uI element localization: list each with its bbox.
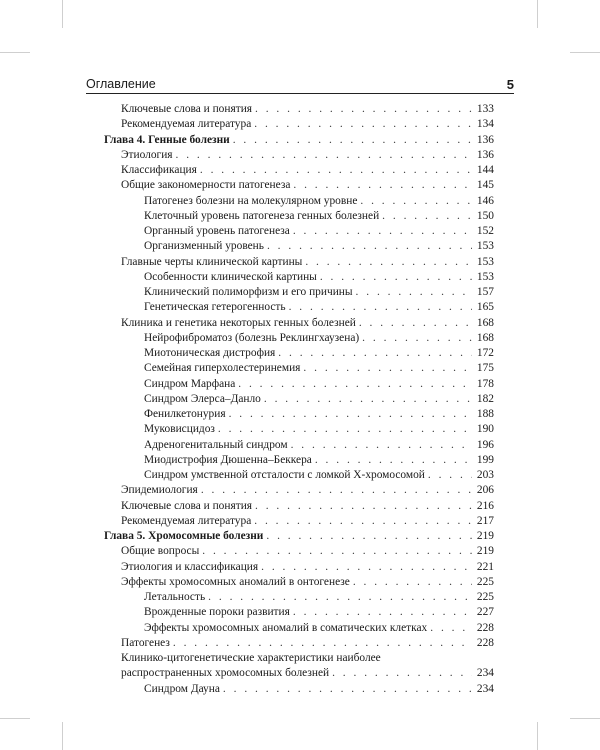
toc-entry[interactable] xyxy=(104,605,494,620)
toc-entry-page: 134 xyxy=(476,118,494,131)
dot-leader xyxy=(254,117,472,132)
dot-leader xyxy=(289,300,472,315)
toc-entry[interactable] xyxy=(104,209,494,224)
toc-entry-page: 216 xyxy=(476,499,494,512)
toc-entry-page: 203 xyxy=(476,469,494,481)
toc-entry-title: Эффекты хромосомных аномалий в соматических клетках xyxy=(144,621,428,634)
toc-entry-title: Главные черты клинической картины xyxy=(121,255,303,268)
toc-entry-title: Синдром Элерса–Данло xyxy=(144,392,261,405)
toc-entry[interactable] xyxy=(104,392,494,407)
toc-entry-page: 153 xyxy=(476,255,494,268)
toc-entry[interactable] xyxy=(104,255,494,270)
toc-entry-page: 228 xyxy=(476,636,494,649)
toc-entry[interactable] xyxy=(104,422,494,437)
toc-entry[interactable] xyxy=(104,468,494,483)
dot-leader xyxy=(218,422,472,437)
toc-entry[interactable] xyxy=(104,316,494,331)
toc-entry[interactable] xyxy=(104,575,494,590)
dot-leader xyxy=(356,285,472,300)
dot-leader xyxy=(202,544,472,559)
toc-entry-title: Ключевые слова и понятия xyxy=(121,499,253,512)
toc-entry[interactable] xyxy=(104,239,494,254)
dot-leader xyxy=(264,392,472,407)
dot-leader xyxy=(261,560,472,575)
crop-mark xyxy=(62,0,63,28)
toc-entry[interactable] xyxy=(104,514,494,529)
toc-chapter[interactable] xyxy=(104,133,494,148)
running-header xyxy=(86,76,514,94)
toc-entry[interactable] xyxy=(104,483,494,498)
toc-entry[interactable] xyxy=(104,499,494,514)
toc-entry-title: распространенных хромосомных болезней xyxy=(121,667,330,680)
toc-entry-title: Рекомендуемая литература xyxy=(121,118,252,131)
toc-entry-title: Патогенез болезни на молекулярном уровне xyxy=(144,194,358,207)
toc-entry-page: 133 xyxy=(476,103,494,115)
dot-leader xyxy=(293,605,472,620)
toc-entry-page: 178 xyxy=(476,377,494,390)
crop-mark xyxy=(537,722,538,750)
crop-mark xyxy=(62,722,63,750)
toc-entry-title: Общие закономерности патогенеза xyxy=(121,179,291,192)
toc-entry-title: Глава 5. Хромосомные болезни xyxy=(104,530,264,542)
toc-entry-title: Ключевые слова и понятия xyxy=(121,103,253,115)
toc-entry-title: Миотоническая дистрофия xyxy=(144,347,276,359)
dot-leader xyxy=(278,346,472,361)
dot-leader xyxy=(229,407,472,422)
dot-leader xyxy=(293,178,472,193)
dot-leader xyxy=(200,163,472,178)
dot-leader xyxy=(359,316,472,331)
dot-leader xyxy=(305,255,472,270)
dot-leader xyxy=(320,270,472,285)
toc-chapter[interactable] xyxy=(104,529,494,544)
toc-entry-page: 136 xyxy=(476,133,494,146)
toc-entry[interactable] xyxy=(104,621,494,636)
page-number: 5 xyxy=(506,77,514,92)
toc-entry[interactable] xyxy=(104,285,494,300)
crop-mark xyxy=(570,718,600,719)
toc-entry-page: 153 xyxy=(476,240,494,253)
toc-entry[interactable] xyxy=(104,636,494,651)
toc-entry[interactable] xyxy=(104,438,494,453)
toc-entry-page: 150 xyxy=(476,209,494,222)
toc-entry-page: 217 xyxy=(476,514,494,527)
table-of-contents xyxy=(104,102,494,697)
toc-entry-title: Органный уровень патогенеза xyxy=(144,225,290,237)
dot-leader xyxy=(254,514,472,529)
crop-mark xyxy=(0,718,30,719)
toc-entry-page: 234 xyxy=(476,682,494,695)
dot-leader xyxy=(176,148,472,163)
toc-entry[interactable] xyxy=(104,194,494,209)
toc-entry[interactable] xyxy=(104,163,494,178)
toc-entry-page: 227 xyxy=(476,606,494,619)
toc-entry-title: Генетическая гетерогенность xyxy=(144,301,286,314)
toc-entry-page: 152 xyxy=(476,225,494,237)
toc-entry-title: Семейная гиперхолестеринемия xyxy=(144,362,301,375)
toc-entry-title: Нейрофиброматоз (болезнь Реклингхаузена) xyxy=(144,331,360,344)
dot-leader xyxy=(267,239,472,254)
toc-entry-page: 188 xyxy=(476,408,494,420)
toc-entry[interactable] xyxy=(104,178,494,193)
crop-mark xyxy=(0,52,30,53)
crop-mark xyxy=(537,0,538,28)
dot-leader xyxy=(428,468,472,483)
toc-entry-page: 145 xyxy=(476,179,494,192)
crop-mark xyxy=(570,52,600,53)
dot-leader xyxy=(353,575,472,590)
toc-entry-title: Синдром Дауна xyxy=(144,682,220,695)
toc-entry[interactable] xyxy=(104,651,494,666)
toc-entry[interactable] xyxy=(104,682,494,697)
toc-entry-page: 172 xyxy=(476,347,494,359)
toc-entry-title: Фенилкетонурия xyxy=(144,408,226,420)
toc-entry-title: Особенности клинической картины xyxy=(144,270,317,283)
toc-entry-title: Этиология и классификация xyxy=(121,560,259,573)
toc-entry[interactable] xyxy=(104,300,494,315)
dot-leader xyxy=(238,377,472,392)
toc-entry-title: Клеточный уровень патогенеза генных болезней xyxy=(144,209,380,222)
toc-entry-title: Общие вопросы xyxy=(121,545,200,558)
toc-entry-title: Организменный уровень xyxy=(144,240,264,253)
toc-entry-title: Рекомендуемая литература xyxy=(121,514,252,527)
dot-leader xyxy=(362,331,472,346)
dot-leader xyxy=(303,361,472,376)
toc-entry-page: 219 xyxy=(476,530,494,542)
toc-entry-page: 175 xyxy=(476,362,494,375)
toc-entry-page: 144 xyxy=(476,164,494,176)
toc-entry-title: Синдром умственной отсталости с ломкой Х-хромосомой xyxy=(144,469,425,481)
dot-leader xyxy=(173,636,472,651)
toc-entry-page: 190 xyxy=(476,423,494,436)
toc-entry-title: Врожденные пороки развития xyxy=(144,606,290,619)
toc-entry-page: 206 xyxy=(476,484,494,497)
dot-leader xyxy=(255,102,472,117)
dot-leader xyxy=(293,224,472,239)
toc-entry-title: Летальность xyxy=(144,591,206,603)
toc-entry[interactable] xyxy=(104,224,494,239)
dot-leader xyxy=(208,590,472,605)
toc-entry-page: 199 xyxy=(476,453,494,466)
toc-entry[interactable] xyxy=(104,377,494,392)
toc-entry[interactable] xyxy=(104,148,494,163)
toc-entry-title: Глава 4. Генные болезни xyxy=(104,133,230,146)
dot-leader xyxy=(332,666,472,681)
toc-entry[interactable] xyxy=(104,331,494,346)
toc-entry-page: 136 xyxy=(476,148,494,161)
toc-entry-page: 146 xyxy=(476,194,494,207)
toc-entry-page: 234 xyxy=(476,667,494,680)
toc-entry-title: Эффекты хромосомных аномалий в онтогенезе xyxy=(121,575,350,588)
toc-entry-title: Клинико-цитогенетические характеристики наиболее xyxy=(121,652,381,664)
dot-leader xyxy=(233,133,472,148)
toc-entry-page: 221 xyxy=(476,560,494,573)
toc-entry-page: 182 xyxy=(476,392,494,405)
dot-leader xyxy=(291,438,472,453)
running-header-title: Оглавление xyxy=(86,77,156,91)
toc-entry[interactable] xyxy=(104,590,494,605)
dot-leader xyxy=(223,682,472,697)
toc-entry-title: Патогенез xyxy=(121,636,170,649)
toc-entry-title: Муковисцидоз xyxy=(144,423,215,436)
toc-entry-page: 153 xyxy=(476,270,494,283)
toc-entry-page: 196 xyxy=(476,438,494,451)
toc-entry-title: Клиника и генетика некоторых генных болезней xyxy=(121,316,356,329)
toc-entry-title: Синдром Марфана xyxy=(144,377,236,390)
toc-entry-title: Этиология xyxy=(121,148,173,161)
toc-entry[interactable] xyxy=(104,407,494,422)
toc-entry[interactable] xyxy=(104,346,494,361)
toc-entry[interactable] xyxy=(104,117,494,132)
toc-entry-page: 168 xyxy=(476,331,494,344)
toc-entry-page: 157 xyxy=(476,286,494,298)
toc-entry-page: 219 xyxy=(476,545,494,558)
dot-leader xyxy=(255,499,472,514)
toc-entry[interactable] xyxy=(104,666,494,681)
toc-entry-page: 168 xyxy=(476,316,494,329)
toc-entry-title: Адреногенитальный синдром xyxy=(144,438,288,451)
dot-leader xyxy=(360,194,472,209)
toc-entry-page: 225 xyxy=(476,575,494,588)
toc-entry[interactable] xyxy=(104,453,494,468)
toc-entry-title: Миодистрофия Дюшенна–Беккера xyxy=(144,453,312,466)
toc-entry-page: 225 xyxy=(476,591,494,603)
toc-entry[interactable] xyxy=(104,270,494,285)
toc-entry-title: Клинический полиморфизм и его причины xyxy=(144,286,353,298)
toc-entry[interactable] xyxy=(104,361,494,376)
toc-entry-page: 228 xyxy=(476,621,494,634)
dot-leader xyxy=(430,621,472,636)
toc-entry-title: Эпидемиология xyxy=(121,484,198,497)
dot-leader xyxy=(201,483,472,498)
toc-entry[interactable] xyxy=(104,560,494,575)
toc-entry-title: Классификация xyxy=(121,164,197,176)
dot-leader xyxy=(382,209,472,224)
dot-leader xyxy=(315,453,472,468)
toc-entry[interactable] xyxy=(104,544,494,559)
dot-leader xyxy=(266,529,472,544)
toc-entry[interactable] xyxy=(104,102,494,117)
toc-entry-page: 165 xyxy=(476,301,494,314)
